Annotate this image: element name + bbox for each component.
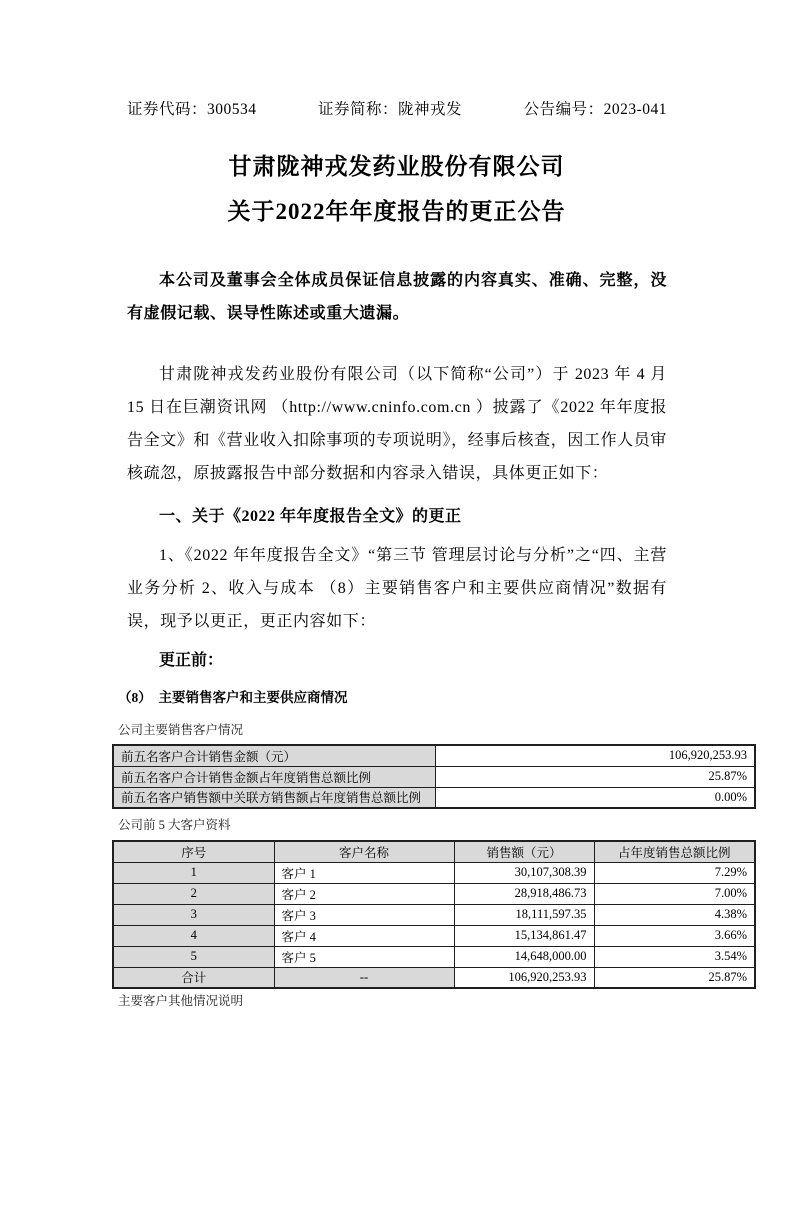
document-title-line1: 甘肃陇神戎发药业股份有限公司	[228, 154, 565, 179]
summary-row-value: 0.00%	[435, 787, 755, 808]
summary-table-row	[113, 766, 755, 787]
top5-customers-table	[112, 840, 756, 989]
cell-customer-name: 客户 3	[274, 904, 454, 925]
before-correction-label: 更正前：	[159, 652, 224, 669]
cell-total-ratio: 25.87%	[594, 967, 755, 988]
cell-amount: 14,648,000.00	[454, 946, 594, 967]
cell-ratio: 3.54%	[594, 946, 755, 967]
document-title-line2: 关于2022年年度报告的更正公告	[227, 199, 566, 224]
cell-customer-name: 客户 1	[274, 862, 454, 883]
section-1-heading: 一、关于《2022 年年度报告全文》的更正	[159, 508, 462, 525]
summary-table-row	[113, 745, 755, 766]
customer-summary-table	[112, 744, 756, 809]
cell-ratio: 7.00%	[594, 883, 755, 904]
top5-table-row	[113, 946, 755, 967]
top5-header-amount: 销售额（元）	[454, 841, 594, 862]
section-1-paragraph: 1、《2022 年年度报告全文》“第三节 管理层讨论与分析”之“四、主营业务分析 2、收入与成本 （8）主要销售客户和主要供应商情况”数据有误，现予以更正，更正内容如下：	[127, 547, 667, 630]
top5-customers-caption: 公司前 5 大客户资料	[118, 818, 231, 832]
cell-customer-name: 客户 2	[274, 883, 454, 904]
cell-no: 2	[113, 883, 274, 904]
summary-row-value: 25.87%	[435, 766, 755, 787]
document-page	[0, 99, 793, 1221]
top5-header-name: 客户名称	[274, 841, 454, 862]
summary-table-row	[113, 787, 755, 808]
top5-header-ratio: 占年度销售总额比例	[594, 841, 755, 862]
cell-amount: 28,918,486.73	[454, 883, 594, 904]
cell-customer-name: 客户 4	[274, 925, 454, 946]
cell-total-label: 合计	[113, 967, 274, 988]
cell-ratio: 4.38%	[594, 904, 755, 925]
summary-row-label: 前五名客户合计销售金额占年度销售总额比例	[113, 766, 435, 787]
top5-table-total-row	[113, 967, 755, 988]
top5-table-row	[113, 925, 755, 946]
cell-no: 3	[113, 904, 274, 925]
cell-ratio: 3.66%	[594, 925, 755, 946]
cell-no: 5	[113, 946, 274, 967]
summary-row-value: 106,920,253.93	[435, 745, 755, 766]
cell-amount: 15,134,861.47	[454, 925, 594, 946]
intro-paragraph: 甘肃陇神戎发药业股份有限公司（以下简称“公司”）于 2023 年 4 月 15 日在巨潮资讯网 （http://www.cninfo.com.cn ）披露了《2022 年年度报告全文》和《营业收入扣除事项的专项说明》，经事后核查，因工作人员审核疏忽，原披露报告中部分数据和内容录入错误，具体更正如下：	[127, 366, 667, 482]
top5-table-row	[113, 883, 755, 904]
disclosure-statement: 本公司及董事会全体成员保证信息披露的内容真实、准确、完整，没有虚假记载、误导性陈述或重大遗漏。	[127, 272, 667, 322]
cell-customer-name: 客户 5	[274, 946, 454, 967]
cell-total-amount: 106,920,253.93	[454, 967, 594, 988]
summary-row-label: 前五名客户合计销售金额（元）	[113, 745, 435, 766]
top5-table-row	[113, 904, 755, 925]
summary-row-label: 前五名客户销售额中关联方销售额占年度销售总额比例	[113, 787, 435, 808]
top5-header-no: 序号	[113, 841, 274, 862]
top5-table-row	[113, 862, 755, 883]
stock-code: 证券代码：300534	[127, 101, 257, 118]
cell-total-name: --	[274, 967, 454, 988]
document-header	[127, 99, 667, 120]
cell-no: 1	[113, 862, 274, 883]
stock-abbr: 证券简称：陇神戎发	[318, 101, 463, 118]
cell-amount: 30,107,308.39	[454, 862, 594, 883]
cell-ratio: 7.29%	[594, 862, 755, 883]
other-customers-note-caption: 主要客户其他情况说明	[118, 994, 244, 1008]
cell-amount: 18,111,597.35	[454, 904, 594, 925]
subsection-8-heading: （8） 主要销售客户和主要供应商情况	[118, 690, 348, 705]
customer-summary-caption: 公司主要销售客户情况	[118, 723, 244, 737]
top5-table-header-row	[113, 841, 755, 862]
cell-no: 4	[113, 925, 274, 946]
announcement-number: 公告编号：2023-041	[523, 101, 667, 118]
